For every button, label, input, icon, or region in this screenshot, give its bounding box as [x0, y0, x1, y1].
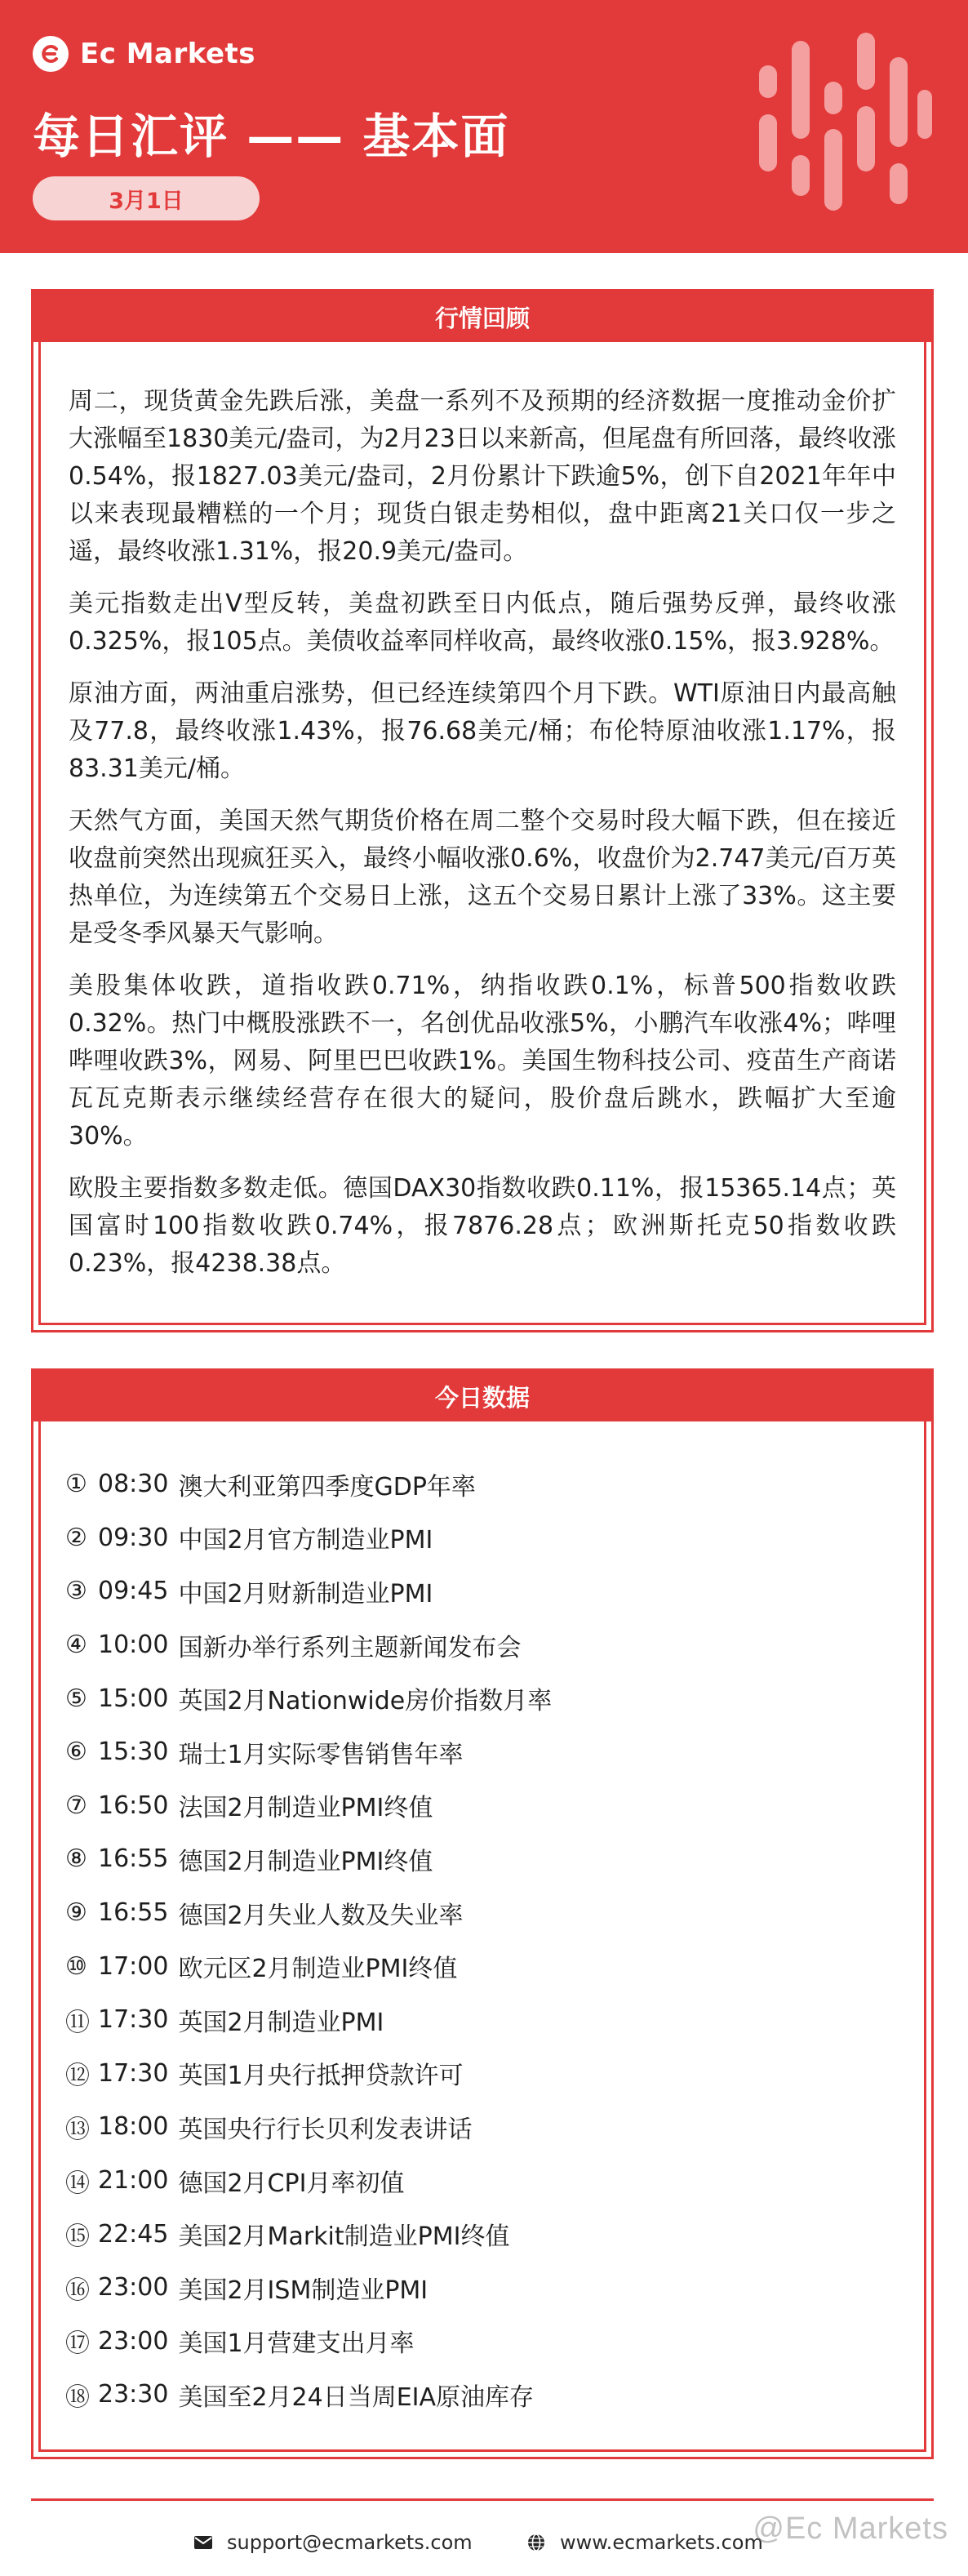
event-number: ⑬	[65, 2115, 90, 2144]
today-data-title: 今日数据	[33, 1371, 931, 1421]
page-header	[0, 0, 968, 253]
event-number: ⑤	[65, 1684, 87, 1713]
list-item	[65, 1671, 899, 1725]
support-email-link[interactable]	[193, 2531, 473, 2554]
website-link[interactable]	[526, 2531, 763, 2554]
event-title: 美国2月Markit制造业PMI终值	[178, 2222, 510, 2252]
event-number: ⑨	[65, 1898, 87, 1928]
list-item	[65, 1939, 899, 1993]
list-item	[65, 2261, 899, 2315]
globe-icon	[526, 2532, 547, 2553]
event-title: 中国2月官方制造业PMI	[178, 1526, 433, 1555]
event-number: ⑥	[65, 1737, 87, 1767]
event-time: 09:30	[98, 1523, 169, 1552]
event-time: 23:30	[98, 2380, 169, 2409]
event-time: 17:00	[98, 1951, 169, 1981]
event-number: ④	[65, 1631, 87, 1660]
event-number: ⑯	[65, 2276, 90, 2305]
event-number: ⑭	[65, 2169, 90, 2198]
list-item	[65, 1993, 899, 2047]
event-number: ⑧	[65, 1844, 87, 1874]
market-review-title: 行情回顾	[33, 291, 931, 342]
event-title: 德国2月制造业PMI终值	[178, 1847, 433, 1876]
today-data-panel	[31, 1368, 934, 2459]
event-title: 德国2月失业人数及失业率	[178, 1901, 464, 1930]
event-title: 国新办举行系列主题新闻发布会	[178, 1633, 522, 1662]
mail-icon	[193, 2532, 214, 2553]
event-number: ⑰	[65, 2329, 90, 2359]
event-title: 英国2月制造业PMI	[178, 2008, 384, 2037]
event-number: ③	[65, 1577, 87, 1606]
event-title: 瑞士1月实际零售销售年率	[178, 1740, 464, 1769]
list-item	[65, 2047, 899, 2101]
event-time: 23:00	[98, 2273, 169, 2302]
event-title: 澳大利亚第四季度GDP年率	[178, 1472, 476, 1502]
event-time: 16:55	[98, 1898, 169, 1928]
list-item	[65, 1832, 899, 1886]
watermark: @Ec Markets	[753, 2511, 948, 2546]
footer-divider	[31, 2498, 934, 2501]
event-time: 15:00	[98, 1684, 169, 1713]
crude-oil-paragraph: 原油方面，两油重启涨势，但已经连续第四个月下跌。WTI原油日内最高触及77.8，最终收涨1.43%，报76.68美元/桶；布伦特原油收涨1.17%，报83.31美元/桶。	[69, 679, 896, 783]
list-item	[65, 1725, 899, 1779]
event-title: 法国2月制造业PMI终值	[178, 1794, 433, 1823]
event-number: ②	[65, 1523, 87, 1552]
event-number: ①	[65, 1470, 87, 1499]
list-item	[65, 2315, 899, 2369]
market-review-body	[38, 342, 926, 1325]
event-number: ⑫	[65, 2062, 90, 2091]
event-number: ⑦	[65, 1791, 87, 1820]
support-email: support@ecmarkets.com	[227, 2531, 473, 2554]
event-title: 英国央行行长贝利发表讲话	[178, 2115, 473, 2144]
event-time: 08:30	[98, 1470, 169, 1499]
event-title: 美国2月ISM制造业PMI	[178, 2276, 428, 2305]
list-item	[65, 1564, 899, 1618]
event-time: 18:00	[98, 2112, 169, 2142]
event-time: 17:30	[98, 2005, 169, 2035]
event-title: 中国2月财新制造业PMI	[178, 1579, 433, 1608]
event-number: ⑩	[65, 1951, 87, 1981]
gold-silver-paragraph: 周二，现货黄金先跌后涨，美盘一系列不及预期的经济数据一度推动金价扩大涨幅至1830美元/盎司，为2月23日以来新高，但尾盘有所回落，最终收涨0.54%，报1827.03美元/盎司，2月份累计下跌逾5%，创下自2021年年中以来表现最糟糕的一个月；现货白银走势相似，盘中距离21关口仅一步之遥，最终收涨1.31%，报20.9美元/盎司。	[69, 387, 896, 566]
market-review-panel	[31, 289, 934, 1332]
event-time: 15:30	[98, 1737, 169, 1767]
page-footer	[0, 2495, 968, 2576]
list-item	[65, 1511, 899, 1565]
eu-stocks-paragraph: 欧股主要指数多数走低。德国DAX30指数收跌0.11%，报15365.14点；英国富时100指数收跌0.74%，报7876.28点；欧洲斯托克50指数收跌0.23%，报4238.38点。	[69, 1174, 896, 1278]
website-url: www.ecmarkets.com	[560, 2531, 763, 2554]
event-time: 16:55	[98, 1844, 169, 1874]
list-item	[65, 2154, 899, 2208]
ec-markets-logo-icon	[33, 36, 69, 72]
event-time: 23:00	[98, 2326, 169, 2356]
brand-logo[interactable]	[33, 36, 255, 72]
event-title: 英国2月Nationwide房价指数月率	[178, 1687, 553, 1716]
date-badge: 3月1日	[33, 176, 260, 220]
list-item	[65, 1618, 899, 1672]
brand-name: Ec Markets	[80, 38, 256, 70]
event-title: 美国至2月24日当周EIA原油库存	[178, 2382, 535, 2412]
list-item	[65, 1457, 899, 1511]
today-data-list	[38, 1421, 926, 2452]
event-title: 德国2月CPI月率初值	[178, 2169, 405, 2198]
list-item	[65, 1886, 899, 1940]
natural-gas-paragraph: 天然气方面，美国天然气期货价格在周二整个交易时段大幅下跌，但在接近收盘前突然出现疯狂买入，最终小幅收涨0.6%，收盘价为2.747美元/百万英热单位，为连续第五个交易日上涨，这五个交易日累计上涨了33%。这主要是受冬季风暴天气影响。	[69, 807, 896, 948]
waveform-bars-decoration	[756, 33, 935, 220]
event-title: 英国1月央行抵押贷款许可	[178, 2062, 464, 2091]
event-time: 17:30	[98, 2058, 169, 2088]
event-title: 美国1月营建支出月率	[178, 2329, 415, 2359]
list-item	[65, 2368, 899, 2422]
event-time: 22:45	[98, 2219, 169, 2249]
list-item	[65, 2100, 899, 2154]
event-time: 16:50	[98, 1791, 169, 1820]
dollar-index-paragraph: 美元指数走出V型反转，美盘初跌至日内低点，随后强势反弹，最终收涨0.325%，报105点。美债收益率同样收高，最终收涨0.15%，报3.928%。	[69, 589, 896, 656]
us-stocks-paragraph: 美股集体收跌，道指收跌0.71%，纳指收跌0.1%，标普500指数收跌0.32%。热门中概股涨跌不一，名创优品收涨5%，小鹏汽车收涨4%；哔哩哔哩收跌3%，网易、阿里巴巴收跌1%。美国生物科技公司、疫苗生产商诺瓦瓦克斯表示继续经营存在很大的疑问，股价盘后跳水，跌幅扩大至逾30%。	[69, 972, 896, 1150]
event-number: ⑮	[65, 2222, 90, 2252]
event-time: 10:00	[98, 1631, 169, 1660]
page-title: 每日汇评 —— 基本面	[33, 109, 510, 164]
list-item	[65, 2207, 899, 2261]
event-time: 21:00	[98, 2166, 169, 2196]
event-time: 09:45	[98, 1577, 169, 1606]
event-number: ⑱	[65, 2382, 90, 2412]
event-title: 欧元区2月制造业PMI终值	[178, 1955, 458, 1984]
list-item	[65, 1779, 899, 1833]
event-number: ⑪	[65, 2008, 90, 2037]
